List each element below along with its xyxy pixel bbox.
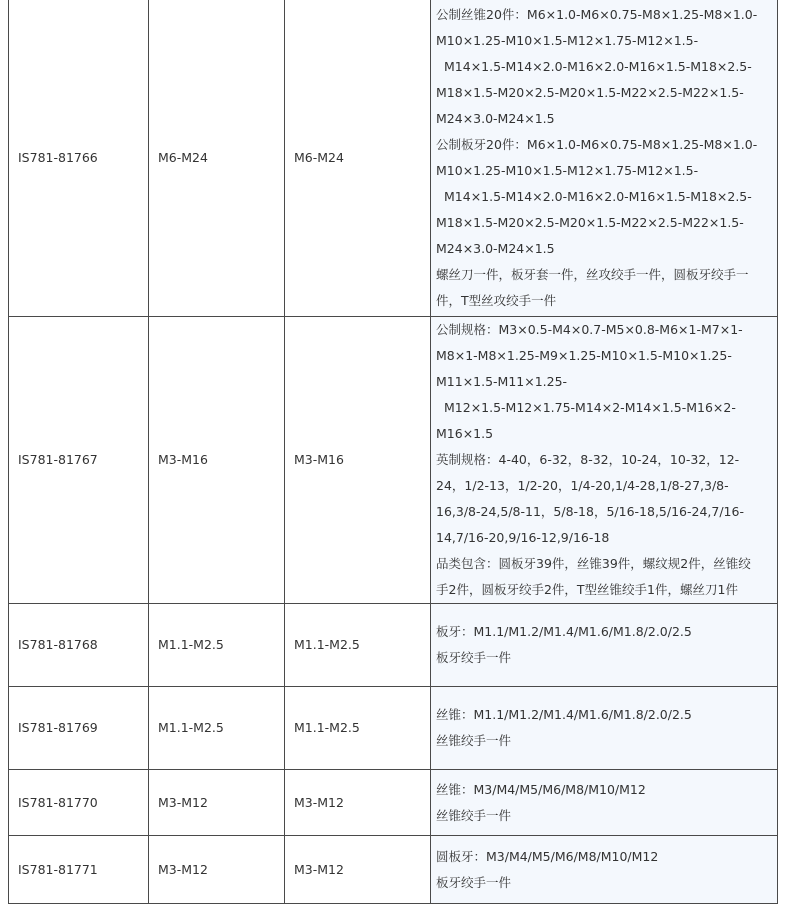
description-line: 公制板牙20件：M6×1.0-M6×0.75-M8×1.25-M8×1.0- [436, 136, 758, 152]
description-line: 14,7/16-20,9/16-12,9/16-18 [436, 530, 610, 545]
description-line: M11×1.5-M11×1.25- [436, 374, 568, 389]
table-row [9, 836, 778, 904]
description-line: M18×1.5-M20×2.5-M20×1.5-M22×2.5-M22×1.5- [436, 214, 744, 230]
range-cell: M1.1-M2.5 [149, 604, 285, 687]
description-line: M18×1.5-M20×2.5-M20×1.5-M22×2.5-M22×1.5- [436, 84, 744, 100]
description-line: M8×1-M8×1.25-M9×1.25-M10×1.5-M10×1.25- [436, 348, 732, 363]
range-cell: M3-M12 [285, 770, 431, 836]
range-cell: M6-M24 [149, 0, 285, 317]
description-line: M12×1.5-M12×1.75-M14×2-M14×1.5-M16×2- [444, 400, 736, 415]
description-line: M24×3.0-M24×1.5 [436, 110, 555, 126]
description-line: 丝锥：M3/M4/M5/M6/M8/M10/M12 [436, 781, 646, 797]
range-cell: M3-M12 [285, 836, 431, 904]
model-cell: IS781-81768 [9, 604, 149, 687]
product-spec-table [8, 0, 778, 904]
description-line: 公制规格：M3×0.5-M4×0.7-M5×0.8-M6×1-M7×1- [436, 322, 743, 337]
description-line: M14×1.5-M14×2.0-M16×2.0-M16×1.5-M18×2.5- [444, 58, 752, 74]
description-line: 24，1/2-13，1/2-20，1/4-20,1/4-28,1/8-27,3/8- [436, 478, 729, 493]
description-line: 品类包含：圆板牙39件，丝锥39件，螺纹规2件，丝锥绞 [436, 556, 751, 571]
description-line: 圆板牙：M3/M4/M5/M6/M8/M10/M12 [436, 848, 659, 864]
range-cell: M3-M12 [149, 770, 285, 836]
range-cell: M1.1-M2.5 [285, 687, 431, 770]
table-row [9, 0, 778, 317]
description-line: 16,3/8-24,5/8-11，5/8-18，5/16-18,5/16-24,7/16- [436, 504, 744, 519]
description-line: 英制规格：4-40，6-32，8-32，10-24，10-32，12- [436, 452, 740, 467]
description-line: M10×1.25-M10×1.5-M12×1.75-M12×1.5- [436, 32, 699, 48]
description-line: 丝锥绞手一件 [436, 733, 512, 748]
description-line: 螺丝刀一件，板牙套一件，丝攻绞手一件，圆板牙绞手一 [436, 266, 749, 282]
model-cell: IS781-81771 [9, 836, 149, 904]
table-row [9, 770, 778, 836]
description-cell [431, 687, 778, 770]
description-cell [431, 0, 778, 317]
description-line: M16×1.5 [436, 426, 494, 441]
description-line: 手2件，圆板牙绞手2件，T型丝锥绞手1件，螺丝刀1件 [436, 582, 738, 597]
description-line: M24×3.0-M24×1.5 [436, 240, 555, 256]
description-cell [431, 836, 778, 904]
table-row [9, 317, 778, 604]
description-line: M10×1.25-M10×1.5-M12×1.75-M12×1.5- [436, 162, 699, 178]
table-row [9, 687, 778, 770]
model-cell: IS781-81766 [9, 0, 149, 317]
description-line: 板牙绞手一件 [436, 874, 512, 890]
model-cell: IS781-81769 [9, 687, 149, 770]
description-line: 丝锥：M1.1/M1.2/M1.4/M1.6/M1.8/2.0/2.5 [436, 707, 692, 722]
description-cell [431, 317, 778, 604]
description-line: 板牙绞手一件 [436, 650, 512, 665]
table-row [9, 604, 778, 687]
range-cell: M3-M12 [149, 836, 285, 904]
range-cell: M3-M16 [149, 317, 285, 604]
model-cell: IS781-81770 [9, 770, 149, 836]
description-line: 丝锥绞手一件 [436, 807, 512, 823]
description-line: 件，T型丝攻绞手一件 [436, 292, 557, 308]
description-cell [431, 604, 778, 687]
range-cell: M3-M16 [285, 317, 431, 604]
description-line: 公制丝锥20件：M6×1.0-M6×0.75-M8×1.25-M8×1.0- [436, 6, 758, 22]
range-cell: M6-M24 [285, 0, 431, 317]
description-line: 板牙：M1.1/M1.2/M1.4/M1.6/M1.8/2.0/2.5 [436, 624, 692, 639]
description-line: M14×1.5-M14×2.0-M16×2.0-M16×1.5-M18×2.5- [444, 188, 752, 204]
model-cell: IS781-81767 [9, 317, 149, 604]
description-cell [431, 770, 778, 836]
range-cell: M1.1-M2.5 [149, 687, 285, 770]
range-cell: M1.1-M2.5 [285, 604, 431, 687]
